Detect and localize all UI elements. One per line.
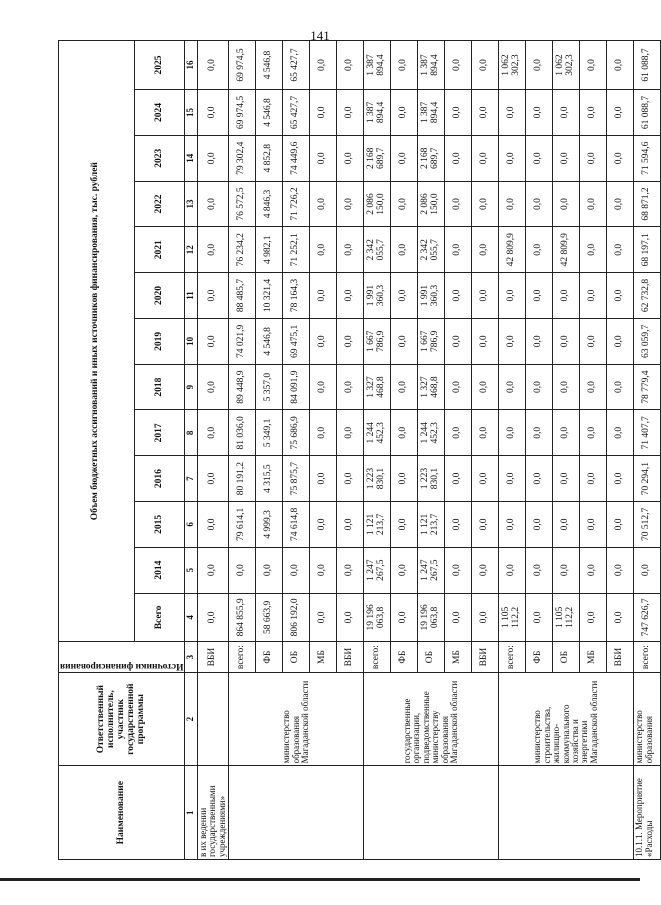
cell-source: ФБ <box>256 642 283 673</box>
index-cell: 16 <box>185 41 197 90</box>
cell-year-value: 0,0 <box>310 41 337 90</box>
index-cell: 15 <box>185 90 197 136</box>
cell-year-value: 75 875,7 <box>283 456 310 502</box>
cell-year-value: 42 809,9 <box>499 227 526 273</box>
cell-year-value: 74 614,8 <box>283 501 310 547</box>
table-row <box>229 41 256 860</box>
cell-year-value: 1 387 894,4 <box>364 90 391 136</box>
header-year: 2020 <box>134 273 185 319</box>
cell-year-value: 1 327 468,8 <box>364 364 391 410</box>
cell-year-value: 79 614,1 <box>229 501 256 547</box>
cell-total: 1 105 112,2 <box>499 593 526 642</box>
cell-year-value: 74 449,6 <box>283 135 310 181</box>
cell-year-value: 0,0 <box>391 90 418 136</box>
cell-year-value: 0,0 <box>526 501 553 547</box>
cell-year-value: 0,0 <box>499 456 526 502</box>
cell-year-value: 65 427,7 <box>283 90 310 136</box>
cell-total: 0,0 <box>526 593 553 642</box>
index-cell: 12 <box>185 227 197 273</box>
cell-year-value: 0,0 <box>197 547 228 593</box>
cell-year-value: 0,0 <box>553 456 580 502</box>
cell-year-value: 5 357,0 <box>256 364 283 410</box>
cell-year-value: 69 974,5 <box>229 41 256 90</box>
cell-year-value: 2 086 150,0 <box>364 181 391 227</box>
cell-year-value: 0,0 <box>607 90 634 136</box>
cell-year-value: 0,0 <box>580 181 607 227</box>
cell-year-value: 0,0 <box>337 456 364 502</box>
cell-year-value: 75 686,9 <box>283 410 310 456</box>
cell-year-value: 4 546,8 <box>256 90 283 136</box>
header-total: Всего <box>134 593 185 642</box>
cell-year-value: 0,0 <box>310 456 337 502</box>
cell-year-value: 0,0 <box>472 181 499 227</box>
cell-year-value: 1 667 786,9 <box>364 318 391 364</box>
cell-year-value: 0,0 <box>310 227 337 273</box>
cell-year-value: 2 168 689,7 <box>418 135 445 181</box>
cell-year-value: 0,0 <box>197 364 228 410</box>
cell-year-value: 89 448,9 <box>229 364 256 410</box>
cell-year-value: 0,0 <box>310 273 337 319</box>
cell-total: 0,0 <box>337 593 364 642</box>
cell-total: 0,0 <box>607 593 634 642</box>
cell-year-value: 0,0 <box>553 273 580 319</box>
cell-year-value: 0,0 <box>499 135 526 181</box>
cell-year-value: 0,0 <box>553 90 580 136</box>
bottom-rule <box>0 878 640 881</box>
cell-year-value: 0,0 <box>445 547 472 593</box>
cell-year-value: 68 197,1 <box>634 227 661 273</box>
cell-year-value: 0,0 <box>337 41 364 90</box>
cell-year-value: 0,0 <box>337 273 364 319</box>
cell-year-value: 1 244 452,3 <box>364 410 391 456</box>
cell-year-value: 4 999,3 <box>256 501 283 547</box>
cell-year-value: 0,0 <box>337 318 364 364</box>
cell-year-value: 0,0 <box>197 135 228 181</box>
cell-year-value: 0,0 <box>499 364 526 410</box>
cell-year-value: 4 546,8 <box>256 318 283 364</box>
cell-year-value: 0,0 <box>197 90 228 136</box>
cell-year-value: 0,0 <box>445 90 472 136</box>
cell-year-value: 0,0 <box>607 410 634 456</box>
cell-year-value: 70 512,7 <box>634 501 661 547</box>
cell-source: всего: <box>634 642 661 673</box>
header-year: 2017 <box>134 410 185 456</box>
index-cell: 2 <box>185 672 197 766</box>
cell-year-value: 0,0 <box>553 318 580 364</box>
cell-year-value: 0,0 <box>445 456 472 502</box>
cell-year-value: 0,0 <box>472 273 499 319</box>
cell-year-value: 0,0 <box>580 227 607 273</box>
cell-year-value: 0,0 <box>472 227 499 273</box>
cell-year-value: 69 974,5 <box>229 90 256 136</box>
cell-year-value: 78 164,3 <box>283 273 310 319</box>
cell-total: 19 196 063,8 <box>418 593 445 642</box>
cell-name: 10.1.1. Мероприятие «Расходы <box>634 766 661 860</box>
cell-year-value: 0,0 <box>607 364 634 410</box>
cell-source: МБ <box>310 642 337 673</box>
table-row <box>364 41 391 860</box>
cell-year-value: 0,0 <box>472 547 499 593</box>
cell-year-value: 0,0 <box>445 273 472 319</box>
table-body <box>197 41 660 860</box>
cell-year-value: 1 327 468,8 <box>418 364 445 410</box>
cell-source: ВБИ <box>607 642 634 673</box>
cell-year-value: 76 234,2 <box>229 227 256 273</box>
header-year: 2021 <box>134 227 185 273</box>
header-year: 2022 <box>134 181 185 227</box>
cell-year-value: 0,0 <box>607 181 634 227</box>
cell-year-value: 0,0 <box>197 181 228 227</box>
cell-year-value: 0,0 <box>197 41 228 90</box>
cell-year-value: 0,0 <box>337 547 364 593</box>
cell-year-value: 0,0 <box>580 501 607 547</box>
cell-year-value: 0,0 <box>472 456 499 502</box>
header-year: 2016 <box>134 456 185 502</box>
cell-source: всего: <box>364 642 391 673</box>
cell-year-value: 0,0 <box>580 410 607 456</box>
cell-year-value: 4 546,8 <box>256 41 283 90</box>
cell-total: 19 196 063,8 <box>364 593 391 642</box>
cell-year-value: 0,0 <box>499 90 526 136</box>
cell-year-value: 74 021,9 <box>229 318 256 364</box>
cell-total: 0,0 <box>472 593 499 642</box>
cell-total: 806 192,0 <box>283 593 310 642</box>
header-name: Наименование <box>59 766 185 860</box>
cell-year-value: 1 062 302,3 <box>499 41 526 90</box>
cell-year-value: 81 036,0 <box>229 410 256 456</box>
cell-year-value: 80 191,2 <box>229 456 256 502</box>
cell-year-value: 0,0 <box>472 410 499 456</box>
header-year: 2023 <box>134 135 185 181</box>
cell-year-value: 0,0 <box>197 456 228 502</box>
cell-name: в их ведении государственными учреждениями» <box>197 766 228 860</box>
cell-year-value: 0,0 <box>256 547 283 593</box>
cell-year-value: 0,0 <box>634 547 661 593</box>
cell-source: всего: <box>229 642 256 673</box>
cell-year-value: 68 871,2 <box>634 181 661 227</box>
cell-executor <box>197 672 228 766</box>
cell-year-value: 0,0 <box>553 135 580 181</box>
cell-year-value: 0,0 <box>391 41 418 90</box>
cell-year-value: 0,0 <box>526 547 553 593</box>
cell-year-value: 0,0 <box>553 501 580 547</box>
cell-source: ФБ <box>526 642 553 673</box>
cell-year-value: 0,0 <box>391 273 418 319</box>
header-source-text: Источники финансирования <box>60 660 184 671</box>
cell-total: 58 663,9 <box>256 593 283 642</box>
cell-year-value: 42 809,9 <box>553 227 580 273</box>
cell-year-value: 10 321,4 <box>256 273 283 319</box>
cell-year-value: 0,0 <box>472 501 499 547</box>
index-cell: 5 <box>185 547 197 593</box>
cell-year-value: 1 244 452,3 <box>418 410 445 456</box>
cell-year-value: 0,0 <box>580 90 607 136</box>
cell-year-value: 0,0 <box>526 456 553 502</box>
cell-year-value: 4 852,8 <box>256 135 283 181</box>
cell-year-value: 65 427,7 <box>283 41 310 90</box>
cell-year-value: 4 315,5 <box>256 456 283 502</box>
cell-year-value: 0,0 <box>526 181 553 227</box>
cell-year-value: 0,0 <box>445 318 472 364</box>
index-cell: 10 <box>185 318 197 364</box>
cell-source: ОБ <box>283 642 310 673</box>
header-year: 2018 <box>134 364 185 410</box>
cell-year-value: 0,0 <box>472 318 499 364</box>
cell-executor: министерство образования <box>634 672 661 766</box>
header-year: 2014 <box>134 547 185 593</box>
cell-year-value: 0,0 <box>445 135 472 181</box>
cell-year-value: 0,0 <box>526 135 553 181</box>
cell-source: ОБ <box>553 642 580 673</box>
cell-year-value: 0,0 <box>499 318 526 364</box>
cell-year-value: 0,0 <box>580 456 607 502</box>
index-cell: 7 <box>185 456 197 502</box>
header-year: 2025 <box>134 41 185 90</box>
cell-name <box>229 766 364 860</box>
cell-year-value: 84 091,9 <box>283 364 310 410</box>
index-cell: 11 <box>185 273 197 319</box>
cell-year-value: 1 667 786,9 <box>418 318 445 364</box>
index-cell: 14 <box>185 135 197 181</box>
cell-year-value: 71 407,7 <box>634 410 661 456</box>
financing-table <box>58 40 661 860</box>
cell-year-value: 61 088,7 <box>634 41 661 90</box>
index-cell: 1 <box>185 766 197 860</box>
cell-year-value: 0,0 <box>197 410 228 456</box>
cell-year-value: 1 247 267,5 <box>364 547 391 593</box>
cell-year-value: 0,0 <box>337 410 364 456</box>
page-number: 141 <box>310 28 330 43</box>
cell-year-value: 0,0 <box>310 547 337 593</box>
cell-year-value: 63 059,7 <box>634 318 661 364</box>
cell-year-value: 0,0 <box>391 410 418 456</box>
table-row <box>499 41 526 860</box>
cell-executor: министерство строительства, жилищно-коммунального хозяйства и энергетики Магаданской области <box>499 672 634 766</box>
cell-year-value: 0,0 <box>391 501 418 547</box>
cell-source: ВБИ <box>337 642 364 673</box>
cell-year-value: 0,0 <box>197 227 228 273</box>
cell-source: ВБИ <box>472 642 499 673</box>
cell-year-value: 0,0 <box>337 135 364 181</box>
cell-year-value: 0,0 <box>445 227 472 273</box>
cell-year-value: 0,0 <box>526 227 553 273</box>
cell-year-value: 0,0 <box>445 181 472 227</box>
cell-year-value: 0,0 <box>607 547 634 593</box>
cell-year-value: 0,0 <box>553 364 580 410</box>
header-year: 2024 <box>134 90 185 136</box>
cell-year-value: 1 991 360,3 <box>418 273 445 319</box>
cell-year-value: 0,0 <box>310 410 337 456</box>
cell-year-value: 0,0 <box>553 547 580 593</box>
cell-year-value: 0,0 <box>310 501 337 547</box>
cell-year-value: 0,0 <box>310 90 337 136</box>
cell-year-value: 71 594,6 <box>634 135 661 181</box>
cell-year-value: 0,0 <box>310 135 337 181</box>
cell-year-value: 0,0 <box>526 41 553 90</box>
cell-total: 864 855,9 <box>229 593 256 642</box>
cell-year-value: 0,0 <box>607 41 634 90</box>
cell-year-value: 0,0 <box>445 410 472 456</box>
cell-year-value: 0,0 <box>310 181 337 227</box>
cell-year-value: 71 252,1 <box>283 227 310 273</box>
header-year: 2019 <box>134 318 185 364</box>
cell-year-value: 61 088,7 <box>634 90 661 136</box>
cell-year-value: 2 342 055,7 <box>418 227 445 273</box>
cell-year-value: 1 387 894,4 <box>418 41 445 90</box>
cell-year-value: 0,0 <box>337 181 364 227</box>
cell-year-value: 0,0 <box>607 227 634 273</box>
cell-total: 0,0 <box>580 593 607 642</box>
cell-year-value: 1 991 360,3 <box>364 273 391 319</box>
cell-year-value: 2 086 150,0 <box>418 181 445 227</box>
cell-year-value: 0,0 <box>391 181 418 227</box>
cell-source: ОБ <box>418 642 445 673</box>
cell-year-value: 4 982,1 <box>256 227 283 273</box>
cell-year-value: 0,0 <box>229 547 256 593</box>
cell-year-value: 0,0 <box>337 364 364 410</box>
cell-year-value: 0,0 <box>391 227 418 273</box>
cell-year-value: 0,0 <box>526 90 553 136</box>
cell-source: МБ <box>445 642 472 673</box>
cell-year-value: 0,0 <box>499 501 526 547</box>
cell-year-value: 0,0 <box>197 273 228 319</box>
cell-total: 0,0 <box>310 593 337 642</box>
cell-year-value: 0,0 <box>197 501 228 547</box>
cell-year-value: 0,0 <box>607 501 634 547</box>
cell-year-value: 0,0 <box>526 410 553 456</box>
cell-year-value: 1 121 213,7 <box>418 501 445 547</box>
index-cell: 13 <box>185 181 197 227</box>
index-cell: 6 <box>185 501 197 547</box>
cell-year-value: 0,0 <box>553 181 580 227</box>
cell-year-value: 0,0 <box>580 41 607 90</box>
cell-year-value: 0,0 <box>445 41 472 90</box>
document-table-wrapper <box>58 40 654 860</box>
header-executor: Ответственный исполнитель, участник государственной программы <box>59 672 185 766</box>
cell-year-value: 1 223 830,1 <box>364 456 391 502</box>
cell-year-value: 2 342 055,7 <box>364 227 391 273</box>
cell-year-value: 0,0 <box>445 364 472 410</box>
cell-total: 0,0 <box>445 593 472 642</box>
cell-name <box>364 766 499 860</box>
cell-year-value: 1 223 830,1 <box>418 456 445 502</box>
cell-source: ФБ <box>391 642 418 673</box>
cell-year-value: 0,0 <box>472 364 499 410</box>
cell-year-value: 71 726,2 <box>283 181 310 227</box>
cell-source: всего: <box>499 642 526 673</box>
cell-year-value: 0,0 <box>310 364 337 410</box>
cell-year-value: 0,0 <box>472 41 499 90</box>
cell-year-value: 0,0 <box>499 410 526 456</box>
cell-year-value: 0,0 <box>607 456 634 502</box>
cell-year-value: 0,0 <box>580 318 607 364</box>
cell-year-value: 0,0 <box>526 273 553 319</box>
cell-total: 0,0 <box>391 593 418 642</box>
cell-year-value: 1 387 894,4 <box>418 90 445 136</box>
cell-year-value: 0,0 <box>337 90 364 136</box>
cell-year-value: 1 062 302,3 <box>553 41 580 90</box>
cell-year-value: 0,0 <box>580 273 607 319</box>
cell-year-value: 0,0 <box>499 181 526 227</box>
cell-year-value: 70 294,1 <box>634 456 661 502</box>
header-year: 2015 <box>134 501 185 547</box>
cell-year-value: 0,0 <box>337 501 364 547</box>
cell-year-value: 0,0 <box>553 410 580 456</box>
cell-year-value: 78 779,4 <box>634 364 661 410</box>
cell-year-value: 0,0 <box>526 364 553 410</box>
header-volume: Объем бюджетных ассигнований и иных источников финансирования, тыс. рублей <box>59 41 135 642</box>
index-cell: 8 <box>185 410 197 456</box>
cell-year-value: 79 302,4 <box>229 135 256 181</box>
cell-executor: государственные организации, подведомственные министерству образования Магаданской области <box>364 672 499 766</box>
index-row <box>185 41 197 860</box>
cell-year-value: 4 846,3 <box>256 181 283 227</box>
cell-year-value: 1 121 213,7 <box>364 501 391 547</box>
cell-total: 1 105 112,2 <box>553 593 580 642</box>
cell-year-value: 0,0 <box>337 227 364 273</box>
cell-total: 747 626,7 <box>634 593 661 642</box>
table-row <box>634 41 661 860</box>
cell-source: ВБИ <box>197 642 228 673</box>
header-source <box>59 642 185 673</box>
table-row <box>197 41 228 860</box>
cell-total: 0,0 <box>197 593 228 642</box>
cell-year-value: 0,0 <box>580 547 607 593</box>
cell-year-value: 2 168 689,7 <box>364 135 391 181</box>
rotated-table-area <box>58 48 654 872</box>
cell-year-value: 0,0 <box>391 318 418 364</box>
cell-year-value: 1 387 894,4 <box>364 41 391 90</box>
cell-year-value: 0,0 <box>472 135 499 181</box>
cell-year-value: 0,0 <box>197 318 228 364</box>
cell-year-value: 88 485,7 <box>229 273 256 319</box>
cell-executor: министерство образования Магаданской области <box>229 672 364 766</box>
cell-name <box>499 766 634 860</box>
cell-source: МБ <box>580 642 607 673</box>
cell-year-value: 0,0 <box>391 135 418 181</box>
cell-year-value: 0,0 <box>499 547 526 593</box>
cell-year-value: 0,0 <box>310 318 337 364</box>
cell-year-value: 76 572,5 <box>229 181 256 227</box>
index-cell: 9 <box>185 364 197 410</box>
cell-year-value: 0,0 <box>607 318 634 364</box>
cell-year-value: 0,0 <box>445 501 472 547</box>
cell-year-value: 0,0 <box>526 318 553 364</box>
cell-year-value: 5 349,1 <box>256 410 283 456</box>
cell-year-value: 0,0 <box>391 547 418 593</box>
cell-year-value: 0,0 <box>580 364 607 410</box>
cell-year-value: 0,0 <box>391 456 418 502</box>
cell-year-value: 0,0 <box>499 273 526 319</box>
cell-year-value: 0,0 <box>472 90 499 136</box>
cell-year-value: 0,0 <box>580 135 607 181</box>
index-cell: 3 <box>185 642 197 673</box>
cell-year-value: 0,0 <box>283 547 310 593</box>
cell-year-value: 1 247 267,5 <box>418 547 445 593</box>
cell-year-value: 62 732,8 <box>634 273 661 319</box>
cell-year-value: 0,0 <box>607 135 634 181</box>
index-cell: 4 <box>185 593 197 642</box>
cell-year-value: 69 475,1 <box>283 318 310 364</box>
cell-year-value: 0,0 <box>391 364 418 410</box>
cell-year-value: 0,0 <box>607 273 634 319</box>
